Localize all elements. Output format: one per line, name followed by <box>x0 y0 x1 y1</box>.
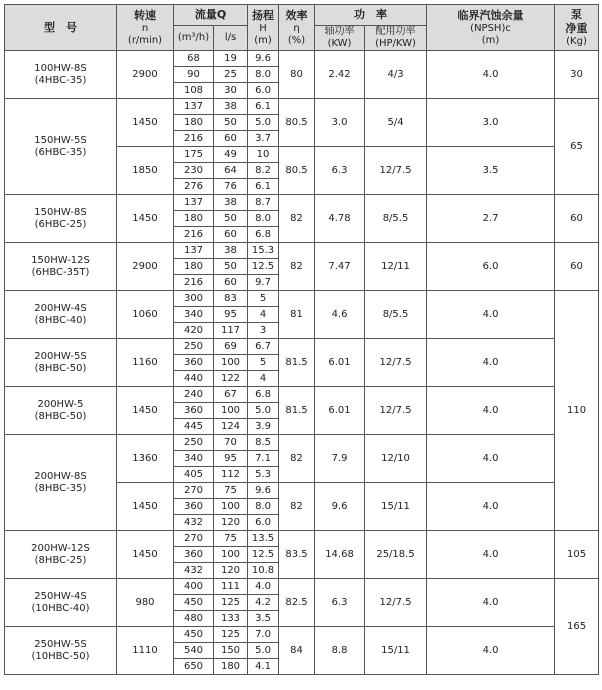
flow-ls-cell: 25 <box>214 67 248 83</box>
flow-m3h-cell: 445 <box>174 419 214 435</box>
speed-cell: 1160 <box>117 339 174 387</box>
model-cell <box>5 99 117 195</box>
flow-m3h-cell: 276 <box>174 179 214 195</box>
speed-cell: 1450 <box>117 195 174 243</box>
header-npsh: 临界汽蚀余量 (NPSH)c (m) <box>427 5 555 51</box>
flow-ls-cell: 49 <box>214 147 248 163</box>
head-cell: 6.8 <box>248 387 279 403</box>
table-row <box>5 291 599 307</box>
pump-spec-table <box>4 4 599 675</box>
npsh-cell: 4.0 <box>427 339 555 387</box>
rated-power-cell: 4/3 <box>365 51 427 99</box>
flow-m3h-cell: 175 <box>174 147 214 163</box>
header-shaft-power: 轴功率 (KW) <box>315 26 365 51</box>
head-cell: 4 <box>248 307 279 323</box>
head-cell: 5 <box>248 291 279 307</box>
npsh-cell: 4.0 <box>427 579 555 627</box>
flow-ls-cell: 38 <box>214 195 248 211</box>
npsh-cell: 4.0 <box>427 387 555 435</box>
model-alt: (8HBC-50) <box>34 410 87 422</box>
flow-m3h-cell: 230 <box>174 163 214 179</box>
model-cell <box>5 291 117 339</box>
npsh-cell: 3.5 <box>427 147 555 195</box>
efficiency-cell: 81.5 <box>279 387 315 435</box>
head-cell: 4.2 <box>248 595 279 611</box>
npsh-cell: 4.0 <box>427 291 555 339</box>
model-name: 200HW-8S <box>34 470 87 482</box>
flow-m3h-cell: 340 <box>174 307 214 323</box>
speed-cell: 2900 <box>117 51 174 99</box>
flow-m3h-cell: 240 <box>174 387 214 403</box>
head-cell: 10.8 <box>248 563 279 579</box>
flow-m3h-cell: 90 <box>174 67 214 83</box>
efficiency-cell: 82 <box>279 195 315 243</box>
model-name: 250HW-4S <box>34 590 87 602</box>
flow-m3h-cell: 137 <box>174 243 214 259</box>
head-cell: 3.7 <box>248 131 279 147</box>
flow-m3h-cell: 420 <box>174 323 214 339</box>
head-cell: 9.7 <box>248 275 279 291</box>
flow-ls-cell: 75 <box>214 483 248 499</box>
shaft-power-cell: 4.78 <box>315 195 365 243</box>
flow-ls-cell: 83 <box>214 291 248 307</box>
table-row <box>5 579 599 595</box>
head-cell: 6.0 <box>248 83 279 99</box>
flow-ls-cell: 95 <box>214 307 248 323</box>
shaft-power-cell: 8.8 <box>315 627 365 675</box>
table-row <box>5 51 599 67</box>
flow-ls-cell: 122 <box>214 371 248 387</box>
head-cell: 13.5 <box>248 531 279 547</box>
flow-m3h-cell: 360 <box>174 499 214 515</box>
speed-cell: 2900 <box>117 243 174 291</box>
flow-m3h-cell: 108 <box>174 83 214 99</box>
flow-ls-cell: 38 <box>214 243 248 259</box>
flow-ls-cell: 95 <box>214 451 248 467</box>
head-cell: 5.3 <box>248 467 279 483</box>
shaft-power-cell: 6.3 <box>315 579 365 627</box>
flow-m3h-cell: 405 <box>174 467 214 483</box>
flow-ls-cell: 133 <box>214 611 248 627</box>
spec-table-container <box>4 4 599 675</box>
model-name: 100HW-8S <box>34 62 87 74</box>
shaft-power-cell: 7.47 <box>315 243 365 291</box>
model-alt: (10HBC-40) <box>31 602 90 614</box>
flow-ls-cell: 150 <box>214 643 248 659</box>
model-cell <box>5 51 117 99</box>
head-cell: 6.7 <box>248 339 279 355</box>
model-name: 250HW-5S <box>34 638 87 650</box>
npsh-cell: 4.0 <box>427 531 555 579</box>
head-cell: 12.5 <box>248 547 279 563</box>
npsh-cell: 2.7 <box>427 195 555 243</box>
weight-cell: 30 <box>555 51 599 99</box>
flow-ls-cell: 76 <box>214 179 248 195</box>
weight-cell: 60 <box>555 243 599 291</box>
model-name: 150HW-12S <box>31 254 90 266</box>
model-alt: (6HBC-35) <box>34 146 87 158</box>
efficiency-cell: 84 <box>279 627 315 675</box>
flow-ls-cell: 124 <box>214 419 248 435</box>
flow-m3h-cell: 650 <box>174 659 214 675</box>
speed-cell: 1110 <box>117 627 174 675</box>
header-power: 功 率 <box>315 5 427 26</box>
header-weight: 泵 净重 (Kg) <box>555 5 599 51</box>
head-cell: 5 <box>248 355 279 371</box>
head-cell: 5.0 <box>248 115 279 131</box>
efficiency-cell: 83.5 <box>279 531 315 579</box>
head-cell: 7.1 <box>248 451 279 467</box>
flow-ls-cell: 38 <box>214 99 248 115</box>
flow-ls-cell: 75 <box>214 531 248 547</box>
model-alt: (8HBC-50) <box>34 362 87 374</box>
flow-m3h-cell: 432 <box>174 515 214 531</box>
weight-cell: 110 <box>555 291 599 531</box>
flow-ls-cell: 50 <box>214 211 248 227</box>
efficiency-cell: 81.5 <box>279 339 315 387</box>
table-header <box>5 5 599 51</box>
speed-cell: 1850 <box>117 147 174 195</box>
flow-m3h-cell: 360 <box>174 403 214 419</box>
weight-cell: 60 <box>555 195 599 243</box>
shaft-power-cell: 7.9 <box>315 435 365 483</box>
head-cell: 8.5 <box>248 435 279 451</box>
header-efficiency: 效率 η (%) <box>279 5 315 51</box>
model-name: 200HW-12S <box>31 542 90 554</box>
flow-ls-cell: 30 <box>214 83 248 99</box>
flow-ls-cell: 120 <box>214 563 248 579</box>
head-cell: 8.2 <box>248 163 279 179</box>
npsh-cell: 4.0 <box>427 627 555 675</box>
npsh-cell: 4.0 <box>427 435 555 483</box>
flow-m3h-cell: 68 <box>174 51 214 67</box>
flow-ls-cell: 117 <box>214 323 248 339</box>
speed-cell: 1450 <box>117 531 174 579</box>
head-cell: 3 <box>248 323 279 339</box>
shaft-power-cell: 2.42 <box>315 51 365 99</box>
speed-cell: 1450 <box>117 99 174 147</box>
flow-m3h-cell: 137 <box>174 195 214 211</box>
model-cell <box>5 387 117 435</box>
flow-m3h-cell: 360 <box>174 355 214 371</box>
flow-ls-cell: 112 <box>214 467 248 483</box>
head-cell: 9.6 <box>248 483 279 499</box>
flow-ls-cell: 50 <box>214 259 248 275</box>
shaft-power-cell: 4.6 <box>315 291 365 339</box>
speed-cell: 1060 <box>117 291 174 339</box>
header-head: 扬程 H (m) <box>248 5 279 51</box>
table-row <box>5 243 599 259</box>
speed-cell: 1360 <box>117 435 174 483</box>
flow-ls-cell: 100 <box>214 355 248 371</box>
efficiency-cell: 82 <box>279 435 315 483</box>
rated-power-cell: 12/10 <box>365 435 427 483</box>
flow-ls-cell: 120 <box>214 515 248 531</box>
efficiency-cell: 80.5 <box>279 99 315 147</box>
weight-cell: 165 <box>555 579 599 675</box>
flow-m3h-cell: 216 <box>174 275 214 291</box>
flow-ls-cell: 60 <box>214 227 248 243</box>
head-cell: 5.0 <box>248 643 279 659</box>
flow-m3h-cell: 450 <box>174 627 214 643</box>
efficiency-cell: 80.5 <box>279 147 315 195</box>
flow-m3h-cell: 250 <box>174 435 214 451</box>
head-cell: 8.0 <box>248 499 279 515</box>
flow-ls-cell: 60 <box>214 131 248 147</box>
head-cell: 6.0 <box>248 515 279 531</box>
model-cell <box>5 243 117 291</box>
flow-m3h-cell: 137 <box>174 99 214 115</box>
flow-m3h-cell: 450 <box>174 595 214 611</box>
rated-power-cell: 25/18.5 <box>365 531 427 579</box>
model-alt: (10HBC-50) <box>31 650 90 662</box>
rated-power-cell: 15/11 <box>365 627 427 675</box>
header-speed: 转速 n (r/min) <box>117 5 174 51</box>
speed-cell: 1450 <box>117 387 174 435</box>
speed-cell: 980 <box>117 579 174 627</box>
model-name: 200HW-5S <box>34 350 87 362</box>
flow-m3h-cell: 540 <box>174 643 214 659</box>
model-cell <box>5 579 117 627</box>
flow-m3h-cell: 440 <box>174 371 214 387</box>
model-name: 200HW-5 <box>37 398 84 410</box>
model-cell <box>5 531 117 579</box>
efficiency-cell: 82 <box>279 243 315 291</box>
weight-cell: 105 <box>555 531 599 579</box>
shaft-power-cell: 6.01 <box>315 387 365 435</box>
flow-m3h-cell: 216 <box>174 131 214 147</box>
flow-ls-cell: 67 <box>214 387 248 403</box>
head-cell: 6.1 <box>248 99 279 115</box>
head-cell: 3.5 <box>248 611 279 627</box>
rated-power-cell: 12/7.5 <box>365 339 427 387</box>
model-alt: (8HBC-40) <box>34 314 87 326</box>
flow-m3h-cell: 180 <box>174 259 214 275</box>
head-cell: 15.3 <box>248 243 279 259</box>
head-cell: 8.0 <box>248 67 279 83</box>
table-row <box>5 195 599 211</box>
rated-power-cell: 15/11 <box>365 483 427 531</box>
flow-ls-cell: 100 <box>214 499 248 515</box>
head-cell: 4.1 <box>248 659 279 675</box>
head-cell: 9.6 <box>248 51 279 67</box>
model-alt: (4HBC-35) <box>34 74 87 86</box>
table-row <box>5 387 599 403</box>
npsh-cell: 3.0 <box>427 99 555 147</box>
rated-power-cell: 8/5.5 <box>365 195 427 243</box>
header-flow-m3h: (m³/h) <box>174 26 214 51</box>
rated-power-cell: 12/11 <box>365 243 427 291</box>
flow-ls-cell: 125 <box>214 627 248 643</box>
head-cell: 4.0 <box>248 579 279 595</box>
head-cell: 5.0 <box>248 403 279 419</box>
model-name: 150HW-5S <box>34 134 87 146</box>
flow-m3h-cell: 432 <box>174 563 214 579</box>
model-cell <box>5 339 117 387</box>
efficiency-cell: 82 <box>279 483 315 531</box>
flow-m3h-cell: 216 <box>174 227 214 243</box>
rated-power-cell: 12/7.5 <box>365 147 427 195</box>
table-body <box>5 51 599 675</box>
shaft-power-cell: 14.68 <box>315 531 365 579</box>
header-rated-power: 配用功率 (HP/KW) <box>365 26 427 51</box>
table-row <box>5 339 599 355</box>
model-cell <box>5 435 117 531</box>
shaft-power-cell: 3.0 <box>315 99 365 147</box>
flow-ls-cell: 180 <box>214 659 248 675</box>
table-row <box>5 99 599 115</box>
model-alt: (6HBC-35T) <box>31 266 90 278</box>
model-name: 150HW-8S <box>34 206 87 218</box>
header-flow: 流量Q <box>174 5 248 26</box>
flow-ls-cell: 100 <box>214 403 248 419</box>
shaft-power-cell: 9.6 <box>315 483 365 531</box>
flow-m3h-cell: 180 <box>174 115 214 131</box>
flow-m3h-cell: 360 <box>174 547 214 563</box>
weight-cell: 65 <box>555 99 599 195</box>
flow-ls-cell: 70 <box>214 435 248 451</box>
npsh-cell: 4.0 <box>427 483 555 531</box>
flow-m3h-cell: 180 <box>174 211 214 227</box>
model-cell <box>5 627 117 675</box>
flow-m3h-cell: 270 <box>174 531 214 547</box>
model-alt: (6HBC-25) <box>34 218 87 230</box>
head-cell: 10 <box>248 147 279 163</box>
flow-m3h-cell: 300 <box>174 291 214 307</box>
table-row <box>5 627 599 643</box>
flow-m3h-cell: 480 <box>174 611 214 627</box>
head-cell: 6.8 <box>248 227 279 243</box>
flow-ls-cell: 111 <box>214 579 248 595</box>
head-cell: 12.5 <box>248 259 279 275</box>
flow-m3h-cell: 250 <box>174 339 214 355</box>
flow-ls-cell: 125 <box>214 595 248 611</box>
head-cell: 8.0 <box>248 211 279 227</box>
header-model: 型 号 <box>5 5 117 51</box>
flow-ls-cell: 19 <box>214 51 248 67</box>
flow-m3h-cell: 400 <box>174 579 214 595</box>
flow-ls-cell: 60 <box>214 275 248 291</box>
shaft-power-cell: 6.01 <box>315 339 365 387</box>
npsh-cell: 4.0 <box>427 51 555 99</box>
model-alt: (8HBC-35) <box>34 482 87 494</box>
flow-ls-cell: 50 <box>214 115 248 131</box>
model-name: 200HW-4S <box>34 302 87 314</box>
rated-power-cell: 12/7.5 <box>365 579 427 627</box>
head-cell: 8.7 <box>248 195 279 211</box>
model-cell <box>5 195 117 243</box>
flow-ls-cell: 69 <box>214 339 248 355</box>
head-cell: 6.1 <box>248 179 279 195</box>
rated-power-cell: 8/5.5 <box>365 291 427 339</box>
rated-power-cell: 5/4 <box>365 99 427 147</box>
head-cell: 7.0 <box>248 627 279 643</box>
rated-power-cell: 12/7.5 <box>365 387 427 435</box>
flow-ls-cell: 100 <box>214 547 248 563</box>
head-cell: 4 <box>248 371 279 387</box>
efficiency-cell: 81 <box>279 291 315 339</box>
head-cell: 3.9 <box>248 419 279 435</box>
shaft-power-cell: 6.3 <box>315 147 365 195</box>
speed-cell: 1450 <box>117 483 174 531</box>
flow-ls-cell: 64 <box>214 163 248 179</box>
table-row <box>5 531 599 547</box>
table-row <box>5 435 599 451</box>
flow-m3h-cell: 340 <box>174 451 214 467</box>
npsh-cell: 6.0 <box>427 243 555 291</box>
model-alt: (8HBC-25) <box>34 554 87 566</box>
efficiency-cell: 82.5 <box>279 579 315 627</box>
header-flow-ls: l/s <box>214 26 248 51</box>
efficiency-cell: 80 <box>279 51 315 99</box>
flow-m3h-cell: 270 <box>174 483 214 499</box>
